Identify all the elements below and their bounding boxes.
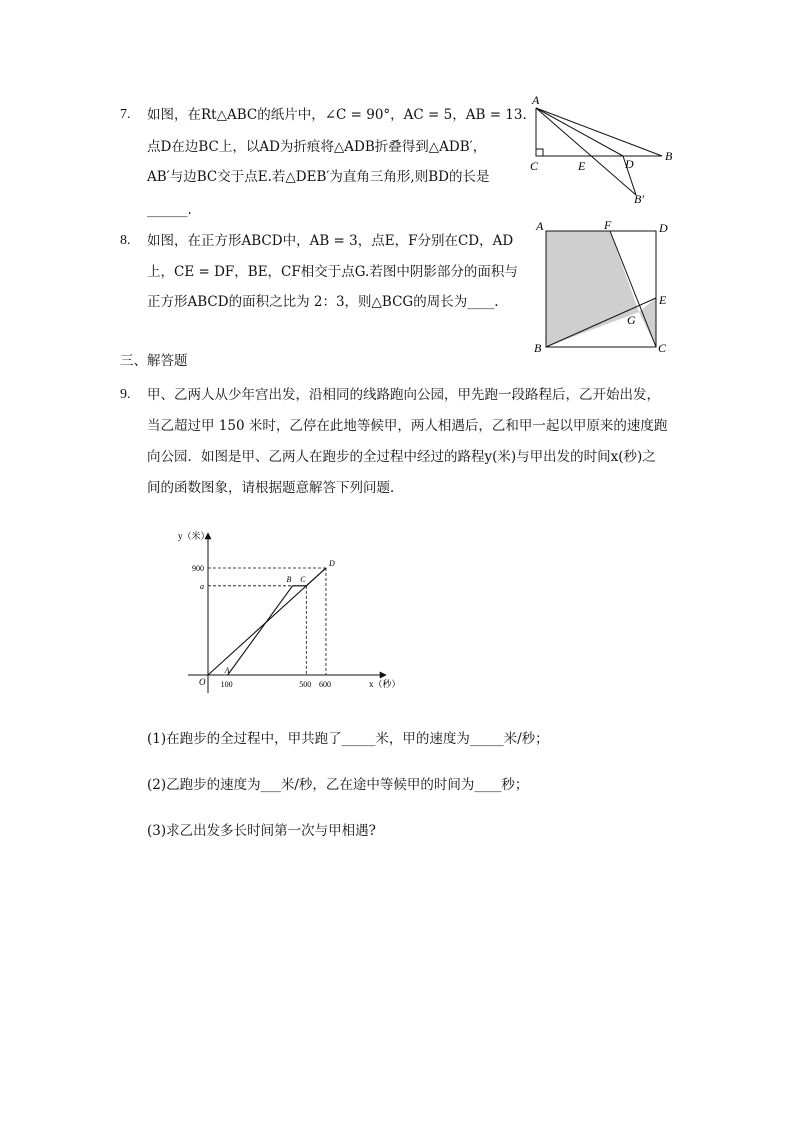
problem-8-line-3: 正方形ABCD的面积之比为 2：3，则△BCG的周长为____.: [147, 294, 499, 310]
problem-8-number: 8.: [120, 233, 131, 248]
label-f: F: [604, 218, 612, 232]
label-a: A: [532, 93, 540, 107]
question-3: (3)求乙出发多长时间第一次与甲相遇?: [147, 823, 376, 839]
label-g: G: [627, 313, 636, 327]
origin-label: O: [199, 677, 206, 687]
problem-9-number: 9.: [120, 387, 131, 402]
segment-ab: [536, 108, 662, 156]
right-angle-mark: [536, 149, 543, 156]
problem-8-line-2: 上，CE = DF，BE，CF相交于点G.若图中阴影部分的面积与: [147, 264, 518, 280]
problem-7-line-1: 如图，在Rt△ABC的纸片中，∠C = 90°，AC = 5，AB = 13.: [147, 107, 527, 123]
section-heading: 三、解答题: [120, 353, 188, 369]
point-label-a: A: [224, 666, 230, 675]
question-1: (1)在跑步的全过程中，甲共跑了_____米，甲的速度为_____米/秒；: [147, 731, 549, 747]
segment-ad: [536, 108, 623, 156]
x-axis-label: x（秒）: [369, 679, 401, 689]
label-e: E: [578, 159, 586, 173]
square-figure: [528, 218, 678, 358]
y-axis-label: y（米）: [178, 531, 210, 541]
triangle-fold-figure: [520, 90, 680, 210]
problem-8-line-1: 如图，在正方形ABCD中，AB = 3，点E，F分别在CD，AD: [147, 233, 514, 249]
y-tick-900: 900: [192, 563, 204, 573]
label-b: B: [665, 149, 673, 163]
label-c: C: [658, 341, 667, 355]
point-label-d: D: [328, 558, 335, 568]
problem-7-line-2: 点D在边BC上，以AD为折痕将△ADB折叠得到△ADB′，: [147, 139, 487, 155]
y-tick-a: a: [200, 581, 204, 591]
point-label-b: B: [286, 574, 292, 584]
point-label-c: C: [300, 574, 306, 584]
label-c: C: [530, 159, 539, 173]
label-e: E: [659, 293, 667, 307]
x-tick-100: 100: [220, 680, 233, 689]
series-line-2: [228, 568, 326, 675]
question-2: (2)乙跑步的速度为___米/秒，乙在途中等候甲的时间为____秒；: [147, 777, 529, 793]
problem-9-line-4: 间的函数图象，请根据题意解答下列问题．: [147, 480, 404, 496]
x-tick-600: 600: [318, 680, 331, 689]
problem-7-answer-blank: ______.: [147, 202, 192, 218]
label-a: A: [536, 219, 544, 233]
label-b-prime: B′: [634, 192, 644, 206]
shaded-region-abgf: [546, 231, 639, 347]
problem-7-line-3: AB′与边BC交于点E.若△DEB′为直角三角形,则BD的长是: [147, 169, 490, 185]
label-b: B: [534, 341, 542, 355]
segment-ab-prime: [536, 108, 636, 195]
distance-time-chart: [170, 525, 410, 700]
label-d: D: [659, 221, 668, 235]
problem-9-line-2: 当乙超过甲 150 米时，乙停在此地等候甲，两人相遇后，乙和甲一起以甲原来的速度跑: [147, 418, 668, 434]
problem-9-line-1: 甲、乙两人从少年宫出发，沿相同的线路跑向公园，甲先跑一段路程后，乙开始出发，: [147, 387, 660, 403]
problem-7-number: 7.: [120, 107, 131, 122]
problem-9-line-3: 向公园．如图是甲、乙两人在跑步的全过程中经过的路程y(米)与甲出发的时间x(秒)之: [147, 449, 656, 465]
x-tick-500: 500: [299, 680, 312, 689]
label-d: D: [625, 157, 634, 171]
